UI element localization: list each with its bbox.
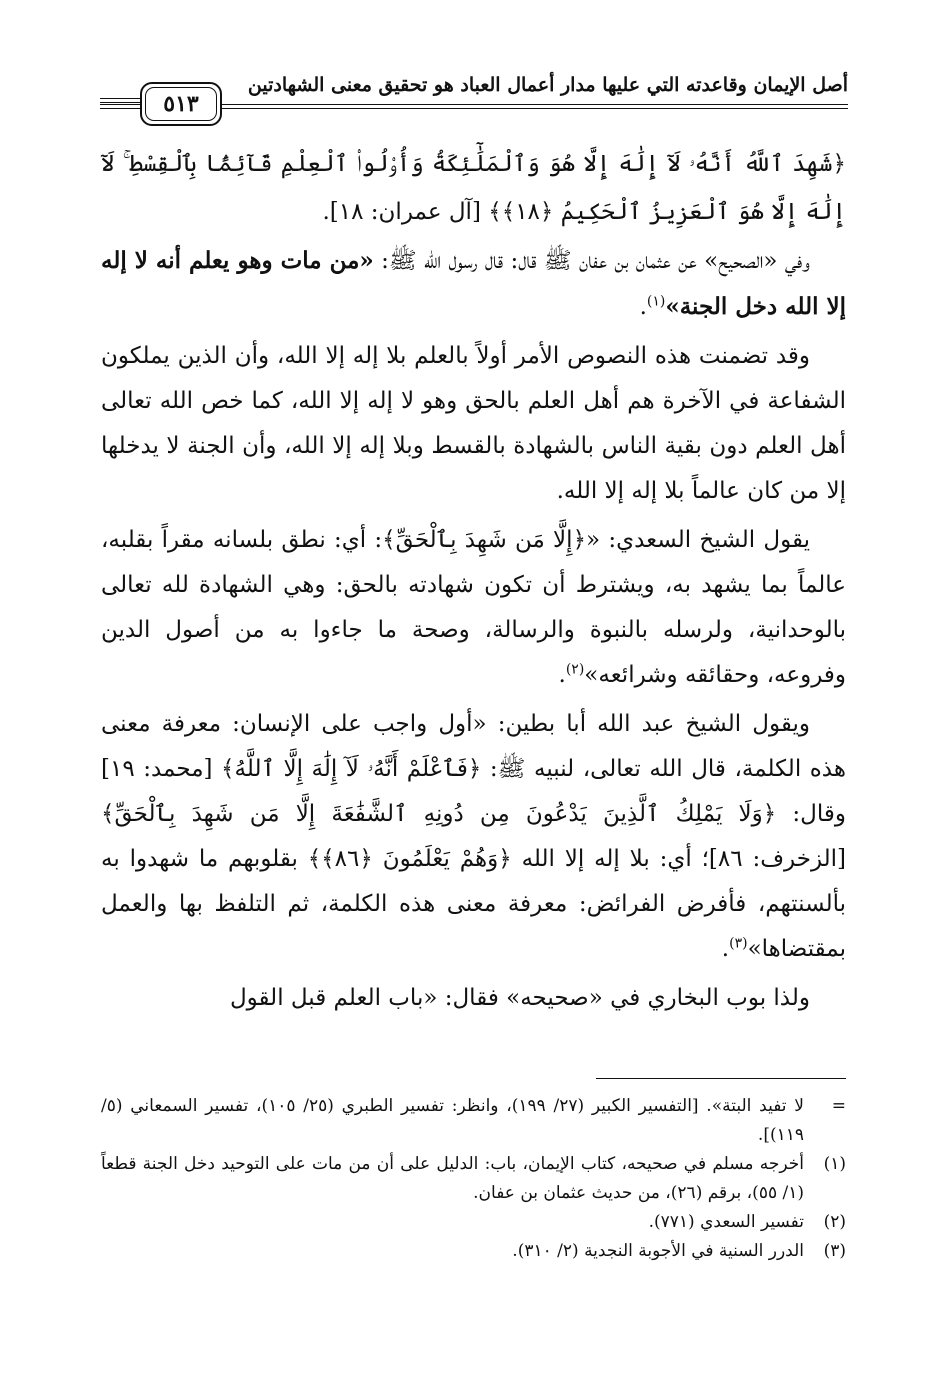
verse-reference: [آل عمران: ١٨]. (322, 199, 481, 225)
footnote-mark: = (831, 1096, 846, 1116)
footnote-text: الدرر السنية في الأجوبة النجدية (٢/ ٣١٠). (512, 1241, 804, 1261)
badge-side-rule-thin (100, 102, 140, 103)
page-body (101, 140, 846, 1021)
footnote-item (101, 1237, 846, 1266)
commentary-text: وقد تضمنت هذه النصوص الأمر أولاً بالعلم بلا إله إلا الله، وأن الذين يملكون الشفاعة في الآخرة هم أهل العلم بالحق وهو لا إله إلا الله، كما خص الله تعالى أهل العلم دون بقية الناس بالشهادة بالقسط وبلا إله إلا الله، وأن الجنة لا يدخلها إلا من كان عالماً بلا إله إلا الله. (101, 343, 846, 504)
quran-verse: ﴿شَهِدَ ٱللَّهُ أَنَّهُۥ لَآ إِلَٰهَ إِلَّا هُوَ وَٱلْمَلَٰٓئِكَةُ وَأُو۟لُوا۟ ٱلْعِلْمِ قَآئِمًۢا بِٱلْقِسْطِ ۚ لَآ إِلَٰهَ إِلَّا هُوَ ٱلْعَزِيزُ ٱلْحَكِيمُ ﴿١٨﴾﴾ (101, 151, 846, 225)
ababutain-quote: ويقول الشيخ عبد الله أبا بطين: «أول واجب على الإنسان: معرفة معنى هذه الكلمة، قال الله تعالى، لنبيه ﷺ: ﴿فَٱعْلَمْ أَنَّهُۥ لَآ إِلَٰهَ إِلَّا ٱللَّهُ﴾ [محمد: ١٩] وقال: ﴿وَلَا يَمْلِكُ ٱلَّذِينَ يَدْعُونَ مِن دُونِهِ ٱلشَّفَٰعَةَ إِلَّا مَن شَهِدَ بِٱلْحَقِّ﴾ [الزخرف: ٨٦]؛ أي: بلا إله إلا الله ﴿وَهُمْ يَعْلَمُونَ ﴿٨٦﴾﴾ بقلوبهم ما شهدوا به بألسنتهم، فأفرض الفرائض: معرفة معنى هذه الكلمة، ثم التلفظ بها والعمل بمقتضاها» (101, 711, 847, 962)
footnote-ref-3[interactable]: (٣) (729, 935, 748, 952)
footnote-text: لا تفيد البتة». [التفسير الكبير (٢٧/ ١٩٩)، وانظر: تفسير الطبري (٢٥/ ١٠٥)، تفسير السمعاني (٥/ ١١٩)]. (101, 1096, 804, 1145)
paragraph-saadi: يقول الشيخ السعدي: «﴿إِلَّا مَن شَهِدَ بِٱلْحَقِّ﴾: أي: نطق بلسانه مقراً بقلبه، عالماً بما يشهد به، ويشترط أن تكون شهادته بالحق: وهي الشهادة لله تعالى بالوحدانية، ولرسله بالنبوة والرسالة، وصحة ما جاءوا به من أصول الدين وفروعه، وحقائقه وشرائعه»$^{(٢)}$. (101, 527, 846, 688)
hadith-text: «من مات وهو يعلم أنه لا إله إلا الله دخل الجنة» (101, 247, 846, 320)
quran-verse-block (101, 140, 846, 236)
bukhari-text: ولذا بوب البخاري في «صحيحه» فقال: «باب العلم قبل القول (229, 985, 810, 1011)
paragraph-commentary (101, 334, 846, 514)
paragraph-hadith: وفي «الصحيح» عن عثمان بن عفان ﷺ قال: قال رسول الله ﷺ: «من مات وهو يعلم أنه لا إله إلا الله دخل الجنة»$^{(١)}$. (101, 247, 846, 320)
badge-side-rule (100, 98, 140, 99)
paragraph-ababutain: ويقول الشيخ عبد الله أبا بطين: «أول واجب على الإنسان: معرفة معنى هذه الكلمة، قال الله تعالى، لنبيه ﷺ: ﴿فَٱعْلَمْ أَنَّهُۥ لَآ إِلَٰهَ إِلَّا ٱللَّهُ﴾ [محمد: ١٩] وقال: ﴿وَلَا يَمْلِكُ ٱلَّذِينَ يَدْعُونَ مِن دُونِهِ ٱلشَّفَٰعَةَ إِلَّا مَن شَهِدَ بِٱلْحَقِّ﴾ [الزخرف: ٨٦]؛ أي: بلا إله إلا الله ﴿وَهُمْ يَعْلَمُونَ ﴿٨٦﴾﴾ بقلوبهم ما شهدوا به بألسنتهم، فأفرض الفرائض: معرفة معنى هذه الكلمة، ثم التلفظ بها والعمل بمقتضاها»$^{(٣)}$. (101, 711, 847, 962)
footnotes (101, 1092, 846, 1266)
saadi-quote: يقول الشيخ السعدي: «﴿إِلَّا مَن شَهِدَ بِٱلْحَقِّ﴾: أي: نطق بلسانه مقراً بقلبه، عالماً بما يشهد به، ويشترط أن تكون شهادته بالحق: وهي الشهادة لله تعالى بالوحدانية، ولرسله بالنبوة والرسالة، وصحة ما جاءوا به من أصول الدين وفروعه، وحقائقه وشرائعه» (101, 527, 846, 688)
footnote-text: تفسير السعدي (٧٧١). (648, 1212, 804, 1232)
running-title: أصل الإيمان وقاعدته التي عليها مدار أعمال العباد هو تحقيق معنى الشهادتين (247, 74, 848, 96)
page-number: ٥١٣ (163, 91, 199, 117)
footnote-item (101, 1092, 846, 1150)
paragraph-bukhari (101, 976, 846, 1021)
footnote-ref-2[interactable]: (٢) (565, 661, 585, 678)
footnote-item (101, 1150, 846, 1208)
footnote-ref-1[interactable]: (١) (646, 293, 666, 310)
page-number-badge (140, 82, 222, 126)
hadith-intro: وفي «الصحيح» عن عثمان بن عفان ﷺ قال: قال رسول الله ﷺ: (381, 248, 810, 274)
footnote-mark: (٢) (823, 1212, 846, 1232)
footnote-separator (596, 1078, 846, 1079)
footnote-mark: (٣) (823, 1241, 846, 1261)
footnote-item (101, 1208, 846, 1237)
page-header (100, 70, 848, 126)
footnote-text: أخرجه مسلم في صحيحه، كتاب الإيمان، باب: الدليل على أن من مات على التوحيد دخل الجنة قطعاً (١/ ٥٥)، برقم (٢٦)، من حديث عثمان بن عفان. (101, 1154, 804, 1203)
footnote-mark: (١) (823, 1154, 846, 1174)
